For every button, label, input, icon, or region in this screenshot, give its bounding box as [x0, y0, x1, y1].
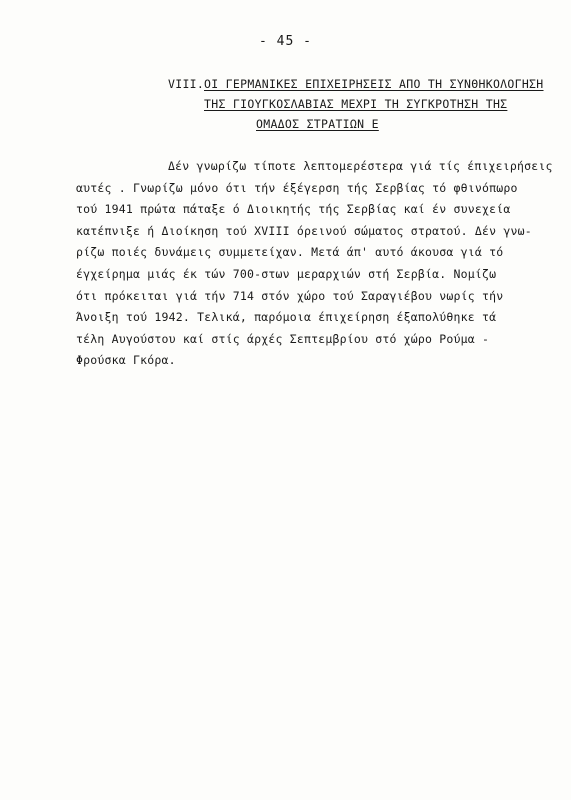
chapter-title-line-2 [168, 94, 548, 114]
paragraph-line: τέλη Αυγούστου καί στίς άρχές Σεπτεμβρίου στό χώρο Ρούμα - [76, 331, 490, 346]
paragraph-line: Άνοιξη τού 1942. Τελικά, παρόμοια έπιχείρηση έξαπολύθηκε τά [76, 310, 497, 325]
paragraph-line: ρίζω ποιές δυνάμεις συμμετείχαν. Μετά άπ' αυτό άκουσα γιά τό [76, 245, 504, 260]
paragraph-line: αυτές . Γνωρίζω μόνο ότι τήν έξέγερση τής Σερβίας τό φθινόπωρο [76, 180, 518, 195]
chapter-title-text: ΟΙ ΓΕΡΜΑΝΙΚΕΣ ΕΠΙΧΕΙΡΗΣΕΙΣ ΑΠΟ ΤΗ ΣΥΝΘΗΚΟΛΟΓΗΣΗ [204, 77, 544, 91]
paragraph-line: Φρούσκα Γκόρα. [76, 353, 176, 368]
chapter-title-line-1 [168, 74, 548, 94]
paragraph-line: έγχείρημα μιάς έκ τών 700-στων μεραρχιών στή Σερβία. Νομίζω [76, 266, 497, 281]
paragraph-line: τού 1941 πρώτα πάταξε ό Διοικητής τής Σερβίας καί έν συνεχεία [76, 202, 511, 217]
body-paragraph [76, 156, 553, 372]
page-number: - 45 - [259, 34, 312, 49]
chapter-title-text: ΤΗΣ ΓΙΟΥΓΚΟΣΛΑΒΙΑΣ ΜΕΧΡΙ ΤΗ ΣΥΓΚΡΟΤΗΣΗ ΤΗΣ [204, 97, 508, 111]
chapter-title-line-3 [168, 114, 548, 134]
paragraph-line: ότι πρόκειται γιά τήν 714 στόν χώρο τού Σαραγιέβου νωρίς τήν [76, 288, 504, 303]
paragraph-line: Δέν γνωρίζω τίποτε λεπτομερέστερα γιά τίς έπιχειρήσεις [168, 159, 553, 173]
chapter-numeral: VIII. [168, 77, 205, 91]
chapter-title-text: ΟΜΑΔΟΣ ΣΤΡΑΤΙΩΝ Ε [256, 117, 379, 131]
chapter-heading [168, 74, 548, 134]
paragraph-line: κατέπνιξε ή Διοίκηση τού XVIII όρεινού σώματος στρατού. Δέν γνω- [76, 223, 532, 238]
